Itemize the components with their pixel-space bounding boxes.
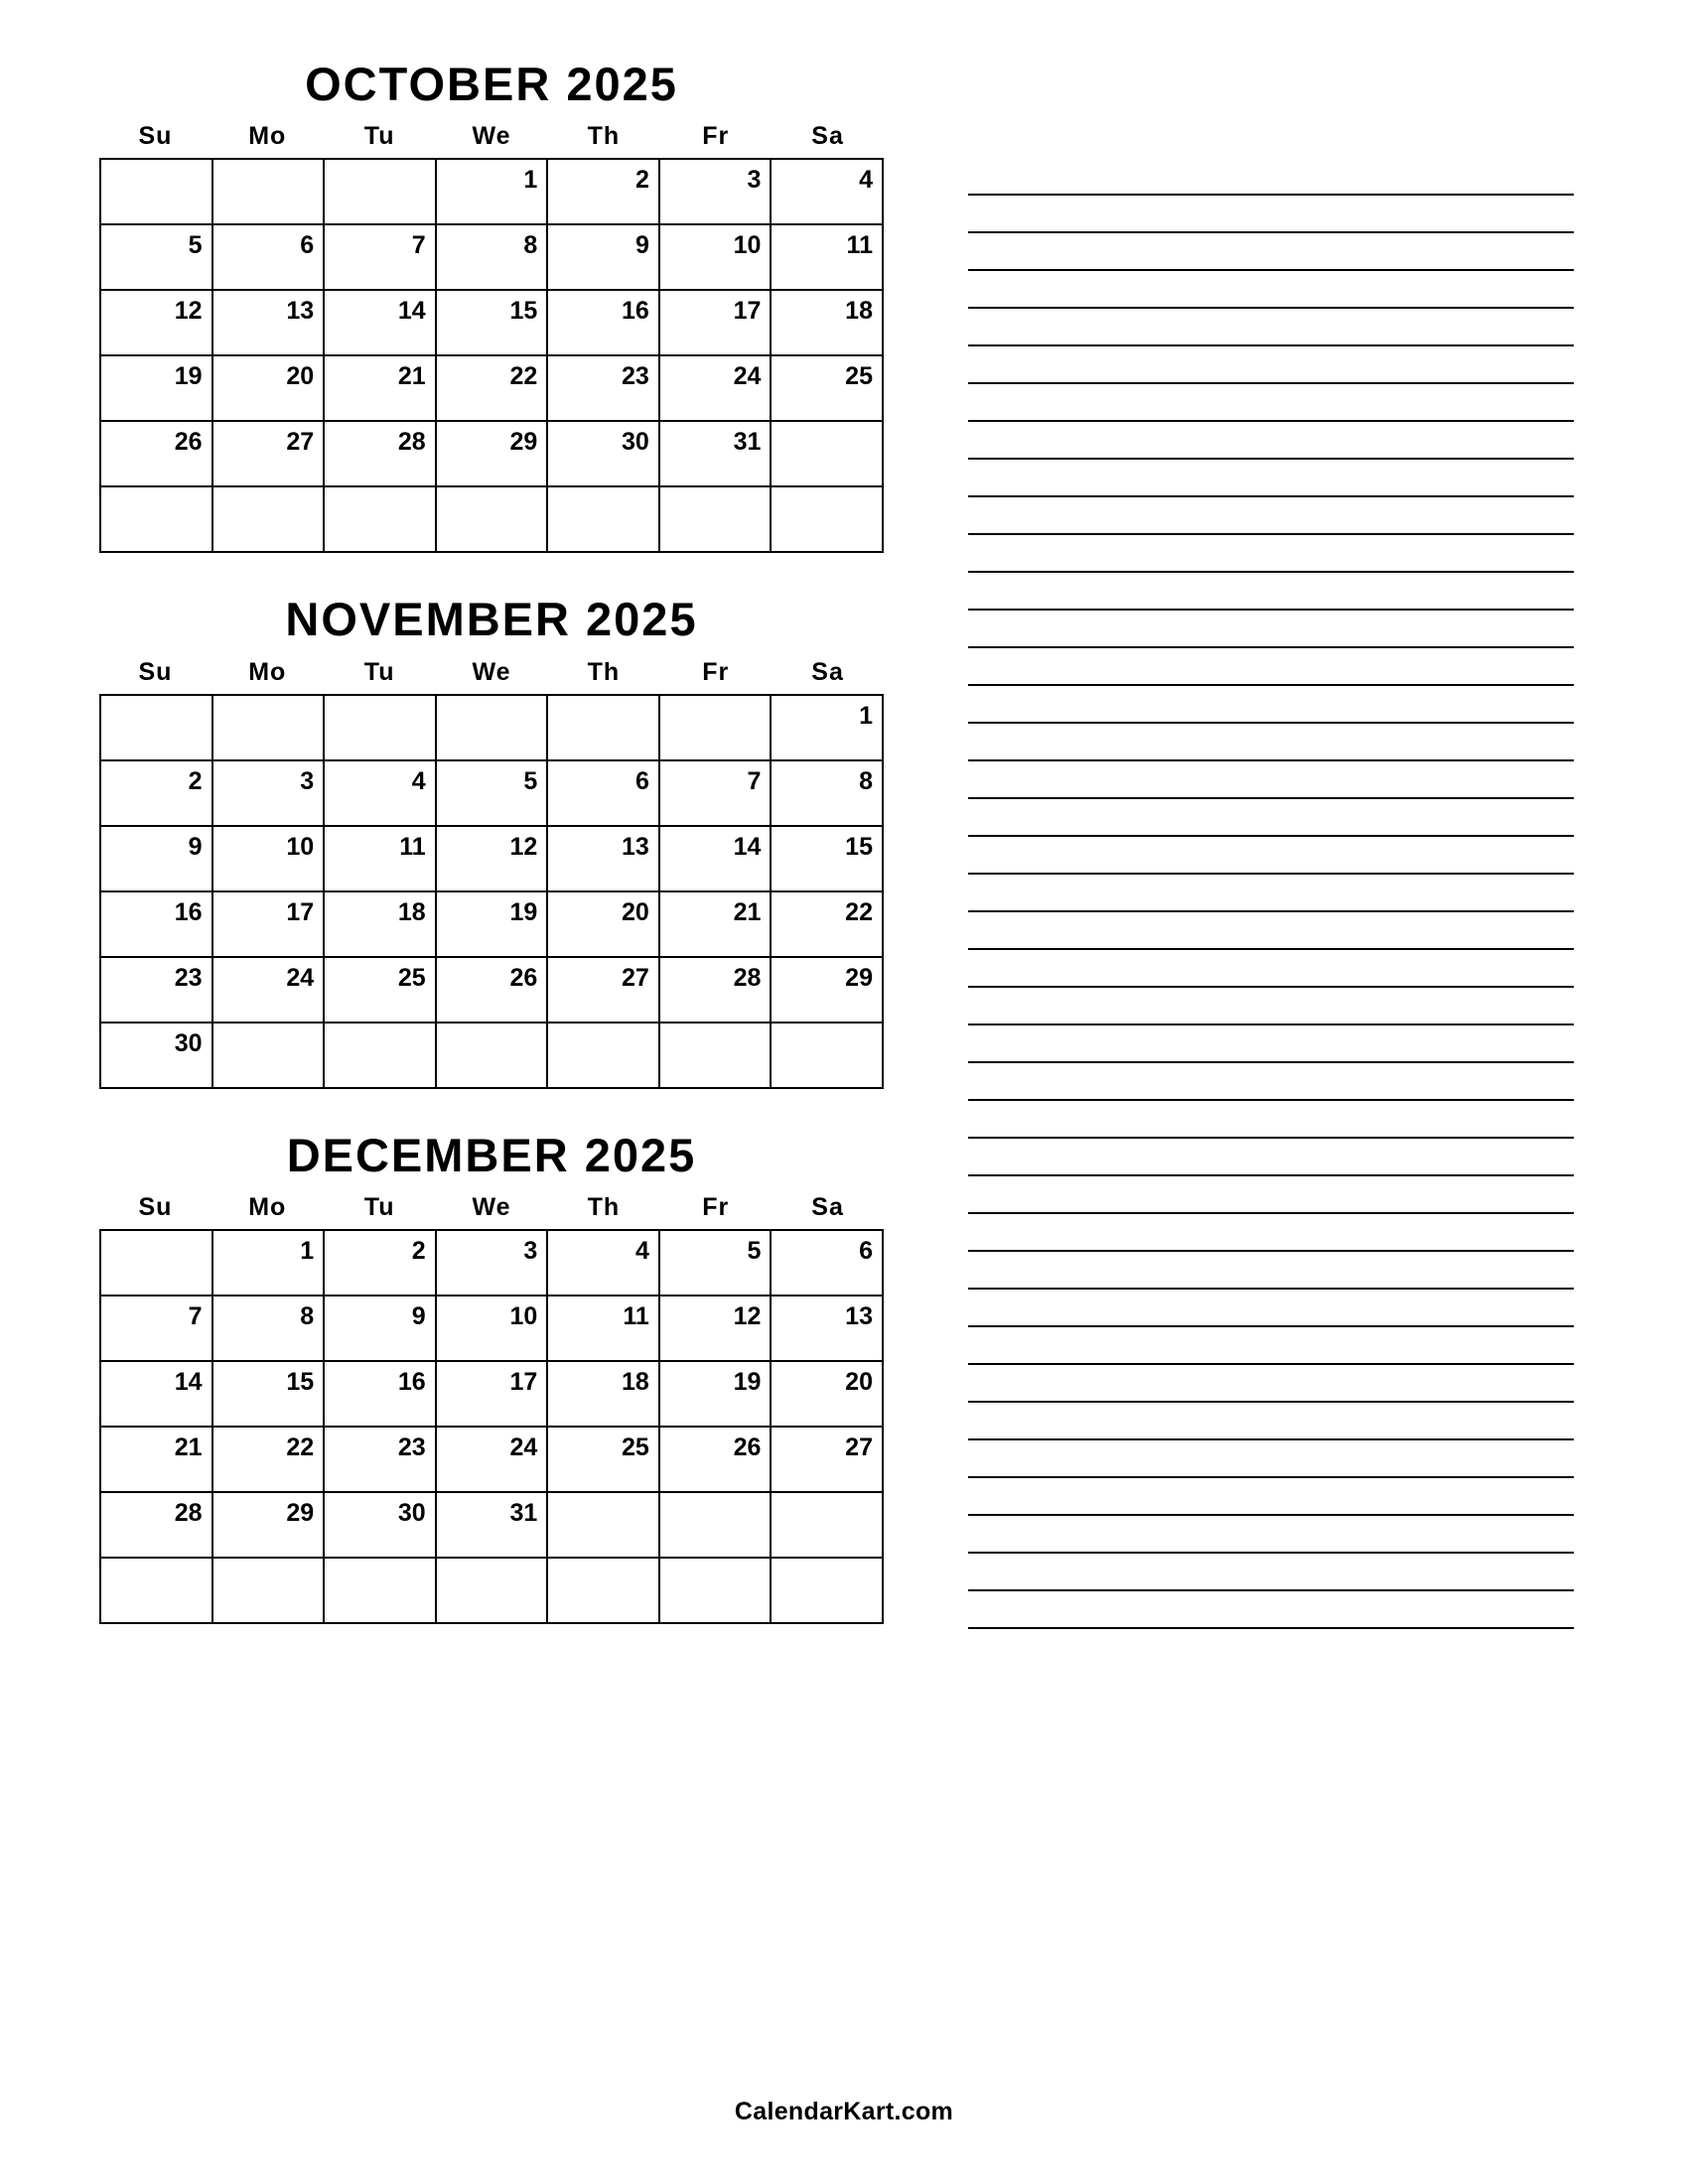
day-number: 18 [845,297,873,326]
day-cell[interactable] [548,160,660,225]
weekday-label: Su [138,657,173,686]
day-number: 8 [523,231,538,260]
day-number: 18 [622,1368,649,1397]
note-line [968,1438,1574,1440]
day-cell[interactable] [772,291,884,356]
day-number: 21 [733,897,762,926]
day-cell[interactable] [772,1362,884,1428]
day-cell[interactable] [772,160,884,225]
day-cell[interactable] [660,958,773,1024]
month-block-december [99,1128,884,1624]
weekday-label: Th [587,657,621,686]
weekday-label: Mo [248,657,287,686]
note-line [968,269,1574,271]
day-number: 22 [509,362,538,391]
day-cell[interactable] [101,892,213,958]
note-line [968,571,1574,573]
day-cell[interactable] [548,827,660,892]
day-number: 5 [523,766,538,795]
weekday-header [99,122,884,151]
day-number: 2 [188,766,203,795]
day-cell[interactable] [660,225,773,291]
day-number: 20 [622,897,649,926]
empty-cell[interactable] [772,1024,884,1089]
day-number: 19 [733,1368,762,1397]
notes-lines[interactable] [968,194,1574,1629]
day-cell[interactable] [772,1428,884,1493]
weekday-label: We [472,657,511,686]
day-cell[interactable] [772,356,884,422]
month-title: OCTOBER 2025 [305,58,678,110]
day-cell[interactable] [772,1297,884,1362]
month-title: DECEMBER 2025 [286,1128,697,1181]
day-number: 1 [523,166,538,195]
day-cell[interactable] [101,958,213,1024]
weekday-label: Tu [363,657,395,686]
day-number: 17 [509,1368,538,1397]
day-number: 1 [859,701,873,730]
weekday-header [99,658,884,687]
empty-cell[interactable] [437,1024,549,1089]
day-cell[interactable] [213,356,326,422]
empty-cell[interactable] [213,160,326,225]
note-line [968,1212,1574,1214]
day-cell[interactable] [548,291,660,356]
weekday-label: We [472,122,511,151]
day-cell[interactable] [660,1428,773,1493]
day-number: 12 [174,297,203,326]
weekday-label: Fr [702,657,730,686]
day-cell[interactable] [548,1231,660,1297]
day-cell[interactable] [660,1231,773,1297]
day-cell[interactable] [660,356,773,422]
day-cell[interactable] [325,761,437,827]
empty-cell[interactable] [101,1559,213,1624]
day-number: 8 [300,1302,315,1331]
day-cell[interactable] [660,291,773,356]
note-line [968,835,1574,837]
day-number: 7 [188,1302,203,1331]
day-number: 3 [300,766,315,795]
day-cell[interactable] [660,761,773,827]
day-cell[interactable] [213,422,326,487]
day-cell[interactable] [325,1493,437,1559]
weekday-label: Su [138,1193,173,1222]
day-number: 3 [523,1237,538,1266]
day-number: 1 [300,1237,315,1266]
note-line [968,1250,1574,1252]
day-number: 4 [859,166,873,195]
note-line [968,1174,1574,1176]
day-number: 31 [733,428,762,457]
day-cell[interactable] [437,761,549,827]
day-number: 24 [733,362,762,391]
day-cell[interactable] [325,1428,437,1493]
empty-cell[interactable] [213,696,326,761]
empty-cell[interactable] [660,1024,773,1089]
weekday-label: Th [587,1193,621,1222]
day-number: 30 [622,428,649,457]
note-line [968,1288,1574,1290]
day-number: 7 [747,766,762,795]
empty-cell[interactable] [772,422,884,487]
empty-cell[interactable] [660,1559,773,1624]
day-number: 11 [846,231,873,260]
day-cell[interactable] [325,1297,437,1362]
note-line [968,194,1574,196]
day-cell[interactable] [548,1297,660,1362]
day-cell[interactable] [772,958,884,1024]
note-line [968,609,1574,611]
day-cell[interactable] [548,422,660,487]
day-cell[interactable] [548,958,660,1024]
note-line [968,1627,1574,1629]
note-line [968,873,1574,875]
day-number: 4 [634,1237,649,1266]
day-cell[interactable] [213,1428,326,1493]
empty-cell[interactable] [101,696,213,761]
day-cell[interactable] [772,696,884,761]
note-line [968,797,1574,799]
day-number: 2 [634,166,649,195]
month-title: NOVEMBER 2025 [285,593,698,646]
day-number: 4 [411,766,426,795]
day-number: 6 [300,231,315,260]
day-number: 14 [174,1368,203,1397]
day-number: 5 [188,231,203,260]
note-line [968,420,1574,422]
weekday-label: Tu [363,1193,395,1222]
note-line [968,1363,1574,1365]
day-number: 23 [174,963,203,992]
day-number: 30 [174,1028,203,1057]
note-line [968,1589,1574,1591]
day-number: 16 [622,297,649,326]
note-line [968,1476,1574,1478]
notes-column [968,194,1574,1665]
day-cell[interactable] [325,892,437,958]
day-number: 9 [634,231,649,260]
day-cell[interactable] [213,892,326,958]
day-number: 14 [733,832,762,861]
empty-cell[interactable] [213,1024,326,1089]
day-number: 26 [509,963,538,992]
empty-cell[interactable] [660,1493,773,1559]
day-cell[interactable] [660,892,773,958]
day-cell[interactable] [213,1362,326,1428]
day-number: 6 [634,766,649,795]
day-cell[interactable] [437,1493,549,1559]
empty-cell[interactable] [548,487,660,553]
day-number: 13 [845,1302,873,1331]
day-cell[interactable] [213,291,326,356]
day-number: 18 [397,897,426,926]
weekday-label: Fr [702,122,730,151]
day-cell[interactable] [213,225,326,291]
empty-cell[interactable] [325,1559,437,1624]
day-cell[interactable] [213,827,326,892]
day-number: 25 [397,963,426,992]
day-cell[interactable] [213,1297,326,1362]
day-number: 11 [623,1302,649,1331]
day-cell[interactable] [660,1297,773,1362]
day-cell[interactable] [101,1362,213,1428]
note-line [968,1401,1574,1403]
weekday-label: Mo [248,122,287,151]
day-number: 14 [397,297,426,326]
empty-cell[interactable] [548,696,660,761]
empty-cell[interactable] [772,487,884,553]
weekday-label: Th [587,122,621,151]
note-line [968,1061,1574,1063]
month-grid [99,1229,884,1624]
day-cell[interactable] [101,761,213,827]
day-cell[interactable] [437,1428,549,1493]
day-cell[interactable] [101,225,213,291]
day-cell[interactable] [660,422,773,487]
note-line [968,1552,1574,1554]
day-cell[interactable] [548,1428,660,1493]
day-cell[interactable] [213,1493,326,1559]
day-number: 15 [286,1368,315,1397]
day-cell[interactable] [548,225,660,291]
note-line [968,1325,1574,1327]
month-block-november [99,595,884,1088]
day-cell[interactable] [660,1362,773,1428]
day-cell[interactable] [548,892,660,958]
day-number: 21 [397,362,426,391]
note-line [968,1099,1574,1101]
note-line [968,1024,1574,1025]
day-number: 28 [174,1499,203,1528]
day-number: 29 [509,428,538,457]
day-number: 23 [622,362,649,391]
day-number: 21 [174,1433,203,1462]
note-line [968,684,1574,686]
day-number: 6 [859,1237,873,1266]
day-cell[interactable] [437,422,549,487]
empty-cell[interactable] [325,487,437,553]
empty-cell[interactable] [325,160,437,225]
day-number: 30 [397,1499,426,1528]
note-line [968,231,1574,233]
note-line [968,382,1574,384]
day-number: 16 [397,1368,426,1397]
footer-branding: CalendarKart.com [734,2098,954,2125]
weekday-label: We [472,1193,511,1222]
day-cell[interactable] [548,761,660,827]
day-cell[interactable] [325,1362,437,1428]
day-cell[interactable] [437,225,549,291]
day-number: 8 [859,766,873,795]
day-number: 9 [188,832,203,861]
empty-cell[interactable] [213,487,326,553]
weekday-header [99,1193,884,1222]
day-cell[interactable] [437,827,549,892]
day-cell[interactable] [772,1231,884,1297]
day-cell[interactable] [325,225,437,291]
day-number: 22 [845,897,873,926]
day-number: 17 [286,897,315,926]
day-number: 20 [286,362,315,391]
empty-cell[interactable] [772,1559,884,1624]
day-number: 29 [286,1499,315,1528]
empty-cell[interactable] [101,160,213,225]
note-line [968,344,1574,346]
weekday-label: Sa [811,122,844,151]
day-number: 28 [733,963,762,992]
month-block-october [99,60,884,553]
day-cell[interactable] [660,160,773,225]
weekday-label: Tu [363,122,395,151]
day-cell[interactable] [213,958,326,1024]
empty-cell[interactable] [325,696,437,761]
month-grid [99,694,884,1089]
day-cell[interactable] [101,1428,213,1493]
day-cell[interactable] [101,1297,213,1362]
day-cell[interactable] [437,1231,549,1297]
day-number: 19 [174,362,203,391]
day-number: 24 [509,1433,538,1462]
weekday-label: Fr [702,1193,730,1222]
weekday-label: Sa [811,657,844,686]
day-cell[interactable] [772,225,884,291]
day-cell[interactable] [437,892,549,958]
day-number: 13 [622,832,649,861]
weekday-label: Sa [811,1193,844,1222]
empty-cell[interactable] [548,1024,660,1089]
empty-cell[interactable] [548,1559,660,1624]
day-cell[interactable] [213,1231,326,1297]
day-cell[interactable] [437,356,549,422]
day-number: 7 [411,231,426,260]
day-number: 24 [286,963,315,992]
day-cell[interactable] [772,827,884,892]
weekday-label: Su [138,122,173,151]
day-number: 9 [411,1302,426,1331]
day-cell[interactable] [325,958,437,1024]
day-number: 22 [286,1433,315,1462]
day-cell[interactable] [437,291,549,356]
note-line [968,307,1574,309]
day-cell[interactable] [213,761,326,827]
day-cell[interactable] [548,356,660,422]
empty-cell[interactable] [660,696,773,761]
empty-cell[interactable] [437,487,549,553]
day-number: 13 [286,297,315,326]
day-number: 28 [397,428,426,457]
empty-cell[interactable] [548,1493,660,1559]
day-number: 10 [733,231,762,260]
empty-cell[interactable] [437,1559,549,1624]
day-cell[interactable] [772,892,884,958]
day-number: 15 [845,832,873,861]
day-cell[interactable] [660,827,773,892]
day-cell[interactable] [437,958,549,1024]
note-line [968,910,1574,912]
day-cell[interactable] [101,422,213,487]
day-cell[interactable] [325,827,437,892]
day-cell[interactable] [325,1231,437,1297]
note-line [968,759,1574,761]
day-number: 26 [733,1433,762,1462]
day-number: 25 [845,362,873,391]
day-number: 2 [411,1237,426,1266]
day-number: 12 [509,832,538,861]
day-number: 10 [286,832,315,861]
day-number: 11 [399,832,426,861]
note-line [968,495,1574,497]
day-number: 27 [286,428,315,457]
day-cell[interactable] [101,1024,213,1089]
day-number: 29 [845,963,873,992]
day-number: 17 [733,297,762,326]
month-grid [99,158,884,553]
day-cell[interactable] [101,356,213,422]
empty-cell[interactable] [101,1231,213,1297]
day-cell[interactable] [325,291,437,356]
note-line [968,533,1574,535]
day-number: 23 [397,1433,426,1462]
day-number: 12 [733,1302,762,1331]
note-line [968,646,1574,648]
day-number: 3 [747,166,762,195]
empty-cell[interactable] [101,487,213,553]
day-number: 15 [509,297,538,326]
day-cell[interactable] [325,422,437,487]
months-column [99,60,884,1666]
day-cell[interactable] [548,1362,660,1428]
note-line [968,986,1574,988]
day-number: 20 [845,1368,873,1397]
empty-cell[interactable] [325,1024,437,1089]
day-cell[interactable] [101,1493,213,1559]
day-number: 27 [622,963,649,992]
day-number: 31 [509,1499,538,1528]
day-number: 5 [747,1237,762,1266]
day-cell[interactable] [437,1362,549,1428]
day-cell[interactable] [437,1297,549,1362]
note-line [968,1137,1574,1139]
empty-cell[interactable] [772,1493,884,1559]
day-cell[interactable] [772,761,884,827]
day-cell[interactable] [437,160,549,225]
day-cell[interactable] [101,827,213,892]
day-number: 26 [174,428,203,457]
empty-cell[interactable] [660,487,773,553]
weekday-label: Mo [248,1193,287,1222]
day-number: 25 [622,1433,649,1462]
day-number: 19 [509,897,538,926]
note-line [968,458,1574,460]
day-number: 27 [845,1433,873,1462]
empty-cell[interactable] [437,696,549,761]
day-cell[interactable] [101,291,213,356]
day-number: 10 [509,1302,538,1331]
day-number: 16 [174,897,203,926]
empty-cell[interactable] [213,1559,326,1624]
note-line [968,948,1574,950]
day-cell[interactable] [325,356,437,422]
note-line [968,1514,1574,1516]
note-line [968,722,1574,724]
